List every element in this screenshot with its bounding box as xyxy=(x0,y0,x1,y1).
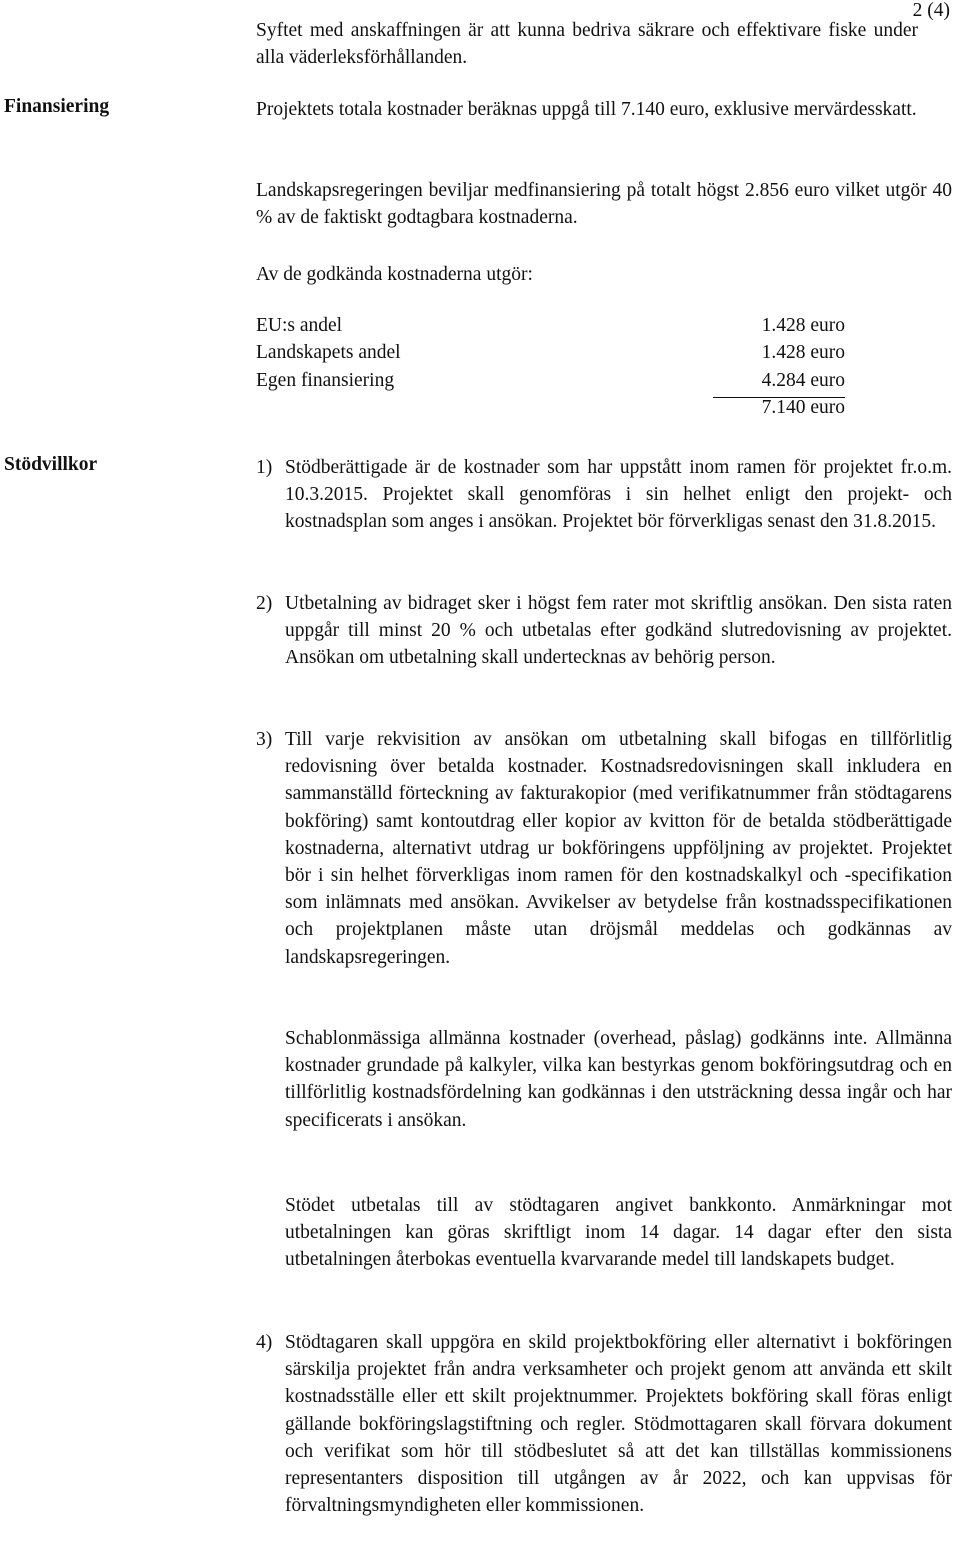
intro-paragraph: Syftet med anskaffningen är att kunna bedriva säkrare och effektivare fiske under alla väderleksförhållanden. xyxy=(256,20,918,69)
financing-row-label: Landskapets andel xyxy=(256,342,401,363)
condition-number: 3) xyxy=(256,729,273,750)
page-number: 2 (4) xyxy=(912,0,950,21)
conditions-heading: Stödvillkor xyxy=(4,454,98,475)
condition-item-3 xyxy=(256,726,952,971)
financing-row-eu xyxy=(256,315,856,342)
breakdown-intro: Av de godkända kostnaderna utgör: xyxy=(256,264,533,285)
financing-row-value: 4.284 euro xyxy=(761,370,845,391)
condition-item-1 xyxy=(256,454,952,536)
financing-row-own xyxy=(256,370,856,397)
financing-row-label: EU:s andel xyxy=(256,315,343,336)
condition-number: 1) xyxy=(256,457,273,478)
payment-paragraph: Stödet utbetalas till av stödtagaren angivet bankkonto. Anmärkningar mot utbetalningen kan göras skriftligt inom 14 dagar. 14 dagar efter den sista utbetalningen återbokas eventuella kvarvarande medel till landskapets budget. xyxy=(285,1195,952,1271)
financing-row-landskapet xyxy=(256,342,856,369)
financing-total-paragraph: Projektets totala kostnader beräknas uppgå till 7.140 euro, exklusive mervärdesskatt. xyxy=(256,99,917,120)
financing-row-label: Egen finansiering xyxy=(256,370,395,391)
financing-grant-paragraph: Landskapsregeringen beviljar medfinansiering på totalt högst 2.856 euro vilket utgör 40 % av de faktiskt godtagbara kostnaderna. xyxy=(256,180,952,229)
condition-item-2 xyxy=(256,590,952,672)
financing-total-value: 7.140 euro xyxy=(761,397,845,418)
condition-text: Utbetalning av bidraget sker i högst fem rater mot skriftlig ansökan. Den sista raten uppgår till minst 20 % och utbetalas efter godkänd slutredovisning av projektet. Ansökan om utbetalning skall undertecknas av behörig person. xyxy=(285,593,952,669)
condition-text: Stödtagaren skall uppgöra en skild projektbokföring eller alternativt i bokföringen särskilja projektet från andra verksamheter och projekt genom att använda ett skilt kostnadsställe eller ett skilt projektnummer. Projektets bokföring skall föras enligt gällande bokföringslagstiftning och regler. Stödmottagaren skall förvara dokument och verifikat som hör till stödbeslutet så att det kan tillställas kommissionens representanters disposition till utgången av år 2022, och kan uppvisas för förvaltningsmyndigheten eller kommissionen. xyxy=(285,1332,952,1517)
condition-text: Stödberättigade är de kostnader som har uppstått inom ramen för projektet fr.o.m. 10.3.2015. Projektet skall genomföras i sin helhet enligt den projekt- och kostnadsplan som anges i ansökan. Projektet bör förverkligas senast den 31.8.2015. xyxy=(285,457,952,533)
condition-text: Till varje rekvisition av ansökan om utbetalning skall bifogas en tillförlitlig redovisning över betalda kostnader. Kostnadsredovisningen skall inkludera en sammanställd förteckning av fakturakopior (med verifikatnummer från stödtagarens bokföring) samt kontoutdrag eller kopior av kvitton för de betalda stödberättigade kostnaderna, alternativt utdrag ur bokföringens uppföljning av projektet. Projektet bör i sin helhet förverkligas inom ramen för den kostnadskalkyl och -specifikation som inlämnats med ansökan. Avvikelser av betydelse från kostnadsspecifikationen och projektplanen måste utan dröjsmål meddelas och godkännas av landskapsregeringen. xyxy=(285,729,952,968)
overhead-paragraph: Schablonmässiga allmänna kostnader (overhead, påslag) godkänns inte. Allmänna kostnader grundade på kalkyler, vilka kan bestyrkas genom bokföringsutdrag och en tillförlitlig kostnadsfördelning kan godkännas i den utsträckning dessa ingår och har specificerats i ansökan. xyxy=(285,1028,952,1131)
financing-row-value: 1.428 euro xyxy=(761,342,845,363)
financing-row-value: 1.428 euro xyxy=(761,315,845,336)
financing-heading: Finansiering xyxy=(4,96,110,117)
condition-item-4 xyxy=(256,1329,952,1519)
condition-number: 2) xyxy=(256,593,273,614)
condition-number: 4) xyxy=(256,1332,273,1353)
financing-row-total xyxy=(256,397,856,424)
